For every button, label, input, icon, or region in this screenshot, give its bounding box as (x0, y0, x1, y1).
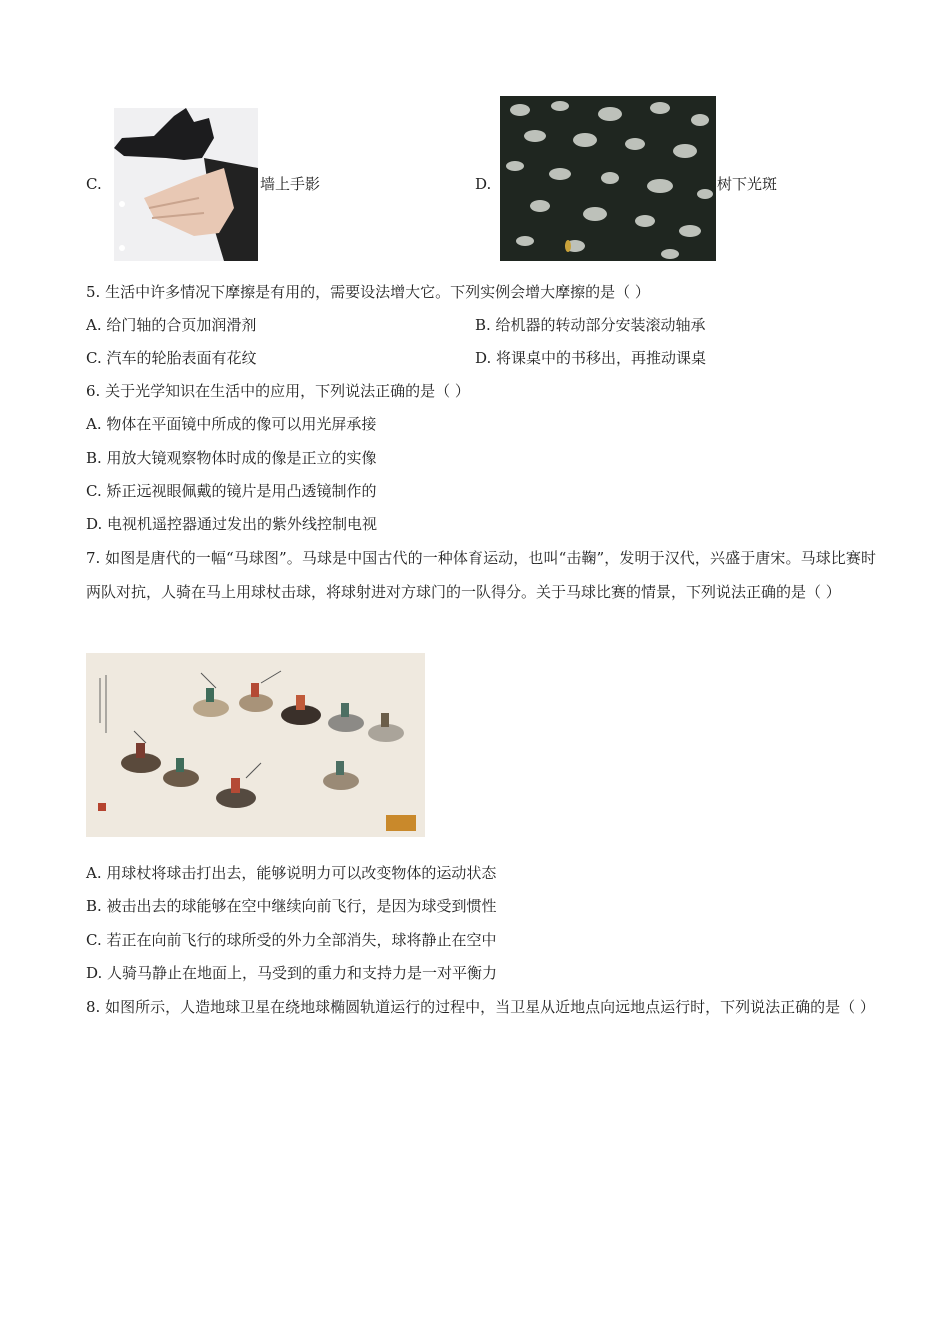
polo-painting-image (86, 653, 425, 837)
option-c-label: C. (86, 175, 102, 193)
question-7-option-a: A. 用球杖将球击打出去，能够说明力可以改变物体的运动状态 (86, 864, 497, 882)
question-5-stem: 5. 生活中许多情况下摩擦是有用的，需要设法增大它。下列实例会增大摩擦的是（ ） (86, 283, 650, 301)
question-5-option-c: C. 汽车的轮胎表面有花纹 (86, 349, 257, 367)
hand-shadow-image (114, 108, 258, 261)
option-d-caption: 树下光斑 (717, 175, 778, 193)
question-8-stem: 8. 如图所示，人造地球卫星在绕地球椭圆轨道运行的过程中，当卫星从近地点向远地点运行时，下列说法正确的是（ ） (86, 998, 875, 1016)
question-6-stem: 6. 关于光学知识在生活中的应用，下列说法正确的是（ ） (86, 382, 470, 400)
question-5-option-d: D. 将课桌中的书移出，再推动课桌 (475, 349, 707, 367)
question-7-option-d: D. 人骑马静止在地面上，马受到的重力和支持力是一对平衡力 (86, 964, 498, 982)
option-d-label: D. (475, 175, 492, 193)
question-6-option-a: A. 物体在平面镜中所成的像可以用光屏承接 (86, 415, 377, 433)
question-6-option-c: C. 矫正远视眼佩戴的镜片是用凸透镜制作的 (86, 482, 377, 500)
question-6-option-d: D. 电视机遥控器通过发出的紫外线控制电视 (86, 515, 378, 533)
tree-light-spots-image (500, 96, 716, 261)
question-5-option-a: A. 给门轴的合页加润滑剂 (86, 316, 257, 334)
question-7-stem: 7. 如图是唐代的一幅“马球图”。马球是中国古代的一种体育运动，也叫“击鞠”，发明于汉代，兴盛于唐宋。马球比赛时两队对抗，人骑在马上用球杖击球，将球射进对方球门的一队得分。关于马球比赛的情景，下列说法正确的是（ ） (86, 549, 876, 601)
option-c-caption: 墙上手影 (260, 175, 321, 193)
question-6-option-b: B. 用放大镜观察物体时成的像是正立的实像 (86, 449, 377, 467)
question-7-option-c: C. 若正在向前飞行的球所受的外力全部消失，球将静止在空中 (86, 931, 497, 949)
question-5-option-b: B. 给机器的转动部分安装滚动轴承 (475, 316, 706, 334)
question-7-option-b: B. 被击出去的球能够在空中继续向前飞行，是因为球受到惯性 (86, 897, 497, 915)
